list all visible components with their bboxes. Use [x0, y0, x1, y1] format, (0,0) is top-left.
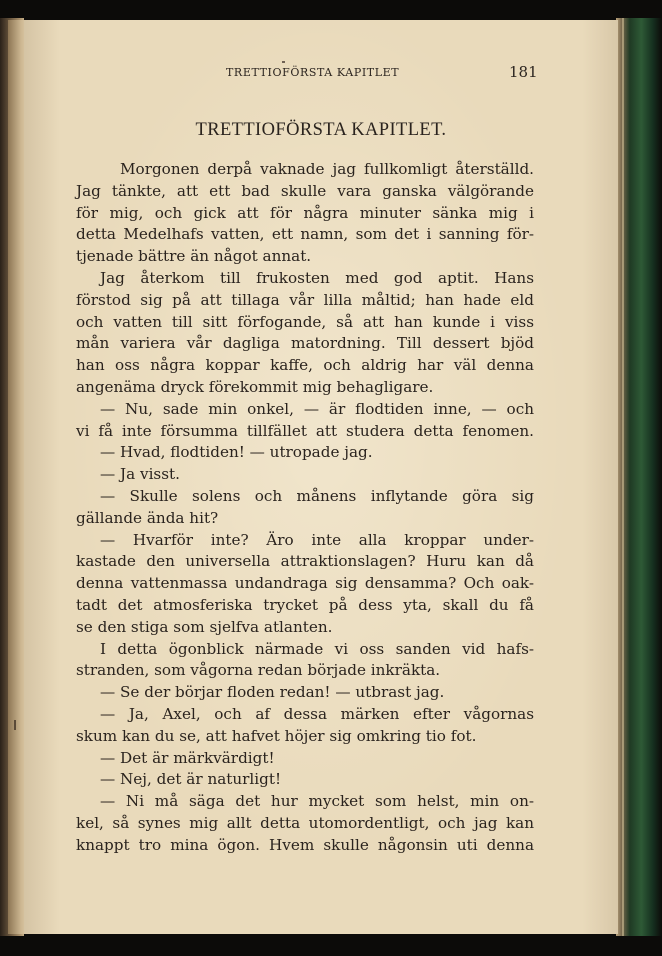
- text-line: — Nu, sade min onkel, — är flodtiden inne, — och: [100, 399, 534, 418]
- running-head: TRETTIOFÖRSTA KAPITLET: [226, 66, 400, 79]
- text-line: knappt tro mina ögon. Hvem skulle någonsin uti denna: [76, 835, 534, 854]
- text-line: mån variera vår dagliga matordning. Till dessert bjöd: [76, 334, 534, 353]
- text-line: tjenade bättre än något annat.: [76, 247, 312, 266]
- text-line: skum kan du se, att hafvet höjer sig omkring tio fot.: [76, 726, 477, 745]
- text-line: — Se der börjar floden redan! — utbrast jag.: [100, 683, 445, 702]
- book-cover-edge: [616, 18, 662, 936]
- text-line: stranden, som vågorna redan började inkräkta.: [76, 661, 441, 680]
- text-line: angenäma dryck förekommit mig behagligare.: [76, 377, 434, 396]
- text-line: kel, så synes mig allt detta utomordentligt, och jag kan: [76, 813, 534, 832]
- text-line: Morgonen derpå vaknade jag fullkomligt återställd.: [120, 160, 534, 178]
- text-line: — Ja visst.: [100, 465, 180, 484]
- text-line: kastade den universella attraktionslagen? Huru kan då: [76, 552, 534, 571]
- text-line: gällande ända hit?: [76, 508, 219, 527]
- chapter-title: TRETTIOFÖRSTA KAPITLET.: [195, 120, 447, 140]
- text-line: och vatten till sitt förfogande, så att han kunde i viss: [76, 312, 534, 331]
- print-speck: [282, 61, 285, 63]
- text-line: — Det är märkvärdigt!: [100, 748, 275, 767]
- text-line: — Hvarför inte? Äro inte alla kroppar under-: [100, 530, 534, 549]
- text-line: — Skulle solens och månens inflytande göra sig: [100, 486, 534, 505]
- text-line: se den stiga som sjelfva atlanten.: [76, 617, 333, 636]
- text-line: I detta ögonblick närmade vi oss sanden vid hafs-: [100, 639, 534, 658]
- text-line: — Ja, Axel, och af dessa märken efter vågornas: [100, 704, 534, 723]
- text-line: Jag återkom till frukosten med god aptit. Hans: [100, 268, 534, 287]
- text-line: han oss några koppar kaffe, och aldrig har väl denna: [76, 356, 534, 375]
- page-number: 181: [509, 63, 538, 81]
- text-line: — Nej, det är naturligt!: [100, 770, 282, 789]
- text-line: vi få inte försumma tillfället att studera detta fenomen.: [76, 421, 534, 440]
- text-line: förstod sig på att tillaga vår lilla måltid; han hade eld: [76, 290, 534, 309]
- text-line: detta Medelhafs vatten, ett namn, som det i sanning för-: [76, 225, 534, 244]
- book-page: [24, 20, 618, 934]
- text-line: — Ni må säga det hur mycket som helst, min on-: [100, 792, 534, 811]
- text-line: — Hvad, flodtiden! — utropade jag.: [100, 443, 373, 462]
- body-text: [76, 159, 534, 857]
- edge-mark: [14, 720, 16, 730]
- text-line: denna vattenmassa undandraga sig densamma? Och oak-: [76, 574, 534, 593]
- text-line: tadt det atmosferiska trycket på dess yta, skall du få: [76, 595, 534, 614]
- text-line: Jag tänkte, att ett bad skulle vara ganska välgörande: [76, 181, 534, 200]
- text-line: för mig, och gick att för några minuter sänka mig i: [76, 203, 534, 222]
